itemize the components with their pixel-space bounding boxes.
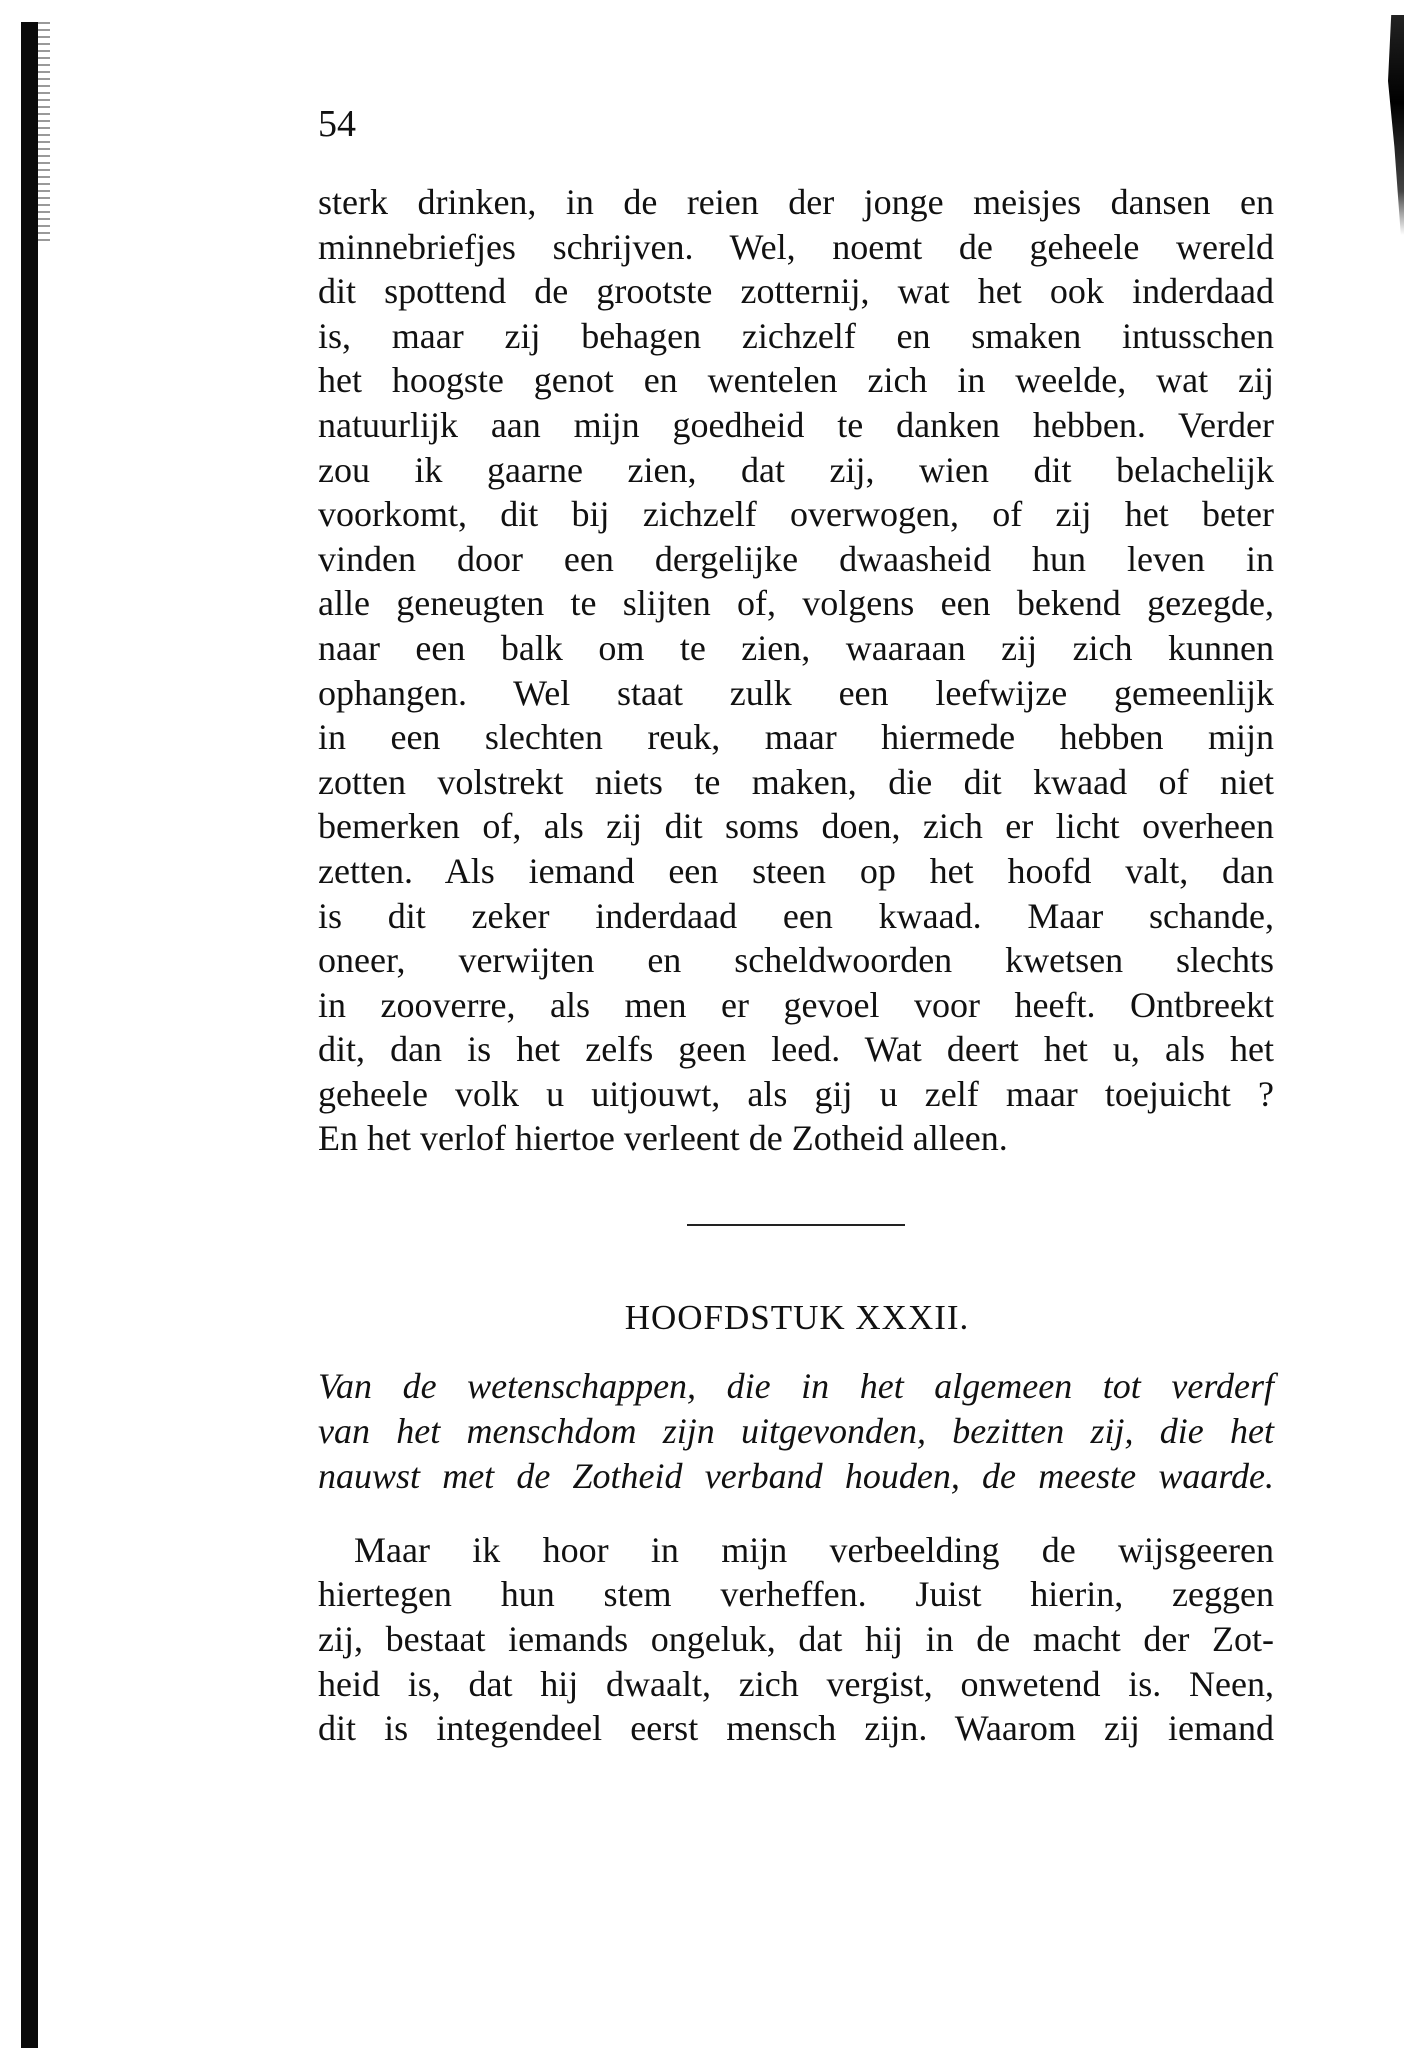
summary-line: van het menschdom zijn uitgevonden, bezitten zij, die het: [318, 1411, 1274, 1451]
paragraph-line: dit is integendeel eerst mensch zijn. Waarom zij iemand: [318, 1708, 1274, 1748]
paragraph-line: zij, bestaat iemands ongeluk, dat hij in de macht der Zot-: [318, 1619, 1274, 1659]
section-divider: [687, 1224, 905, 1226]
body-line: bemerken of, als zij dit soms doen, zich er licht overheen: [318, 806, 1274, 846]
body-line: het hoogste genot en wentelen zich in weelde, wat zij: [318, 360, 1274, 400]
body-line: dit, dan is het zelfs geen leed. Wat deert het u, als het: [318, 1029, 1274, 1069]
body-line: is, maar zij behagen zichzelf en smaken intusschen: [318, 316, 1274, 356]
body-line: ophangen. Wel staat zulk een leefwijze gemeenlijk: [318, 673, 1274, 713]
body-line: in een slechten reuk, maar hiermede hebben mijn: [318, 717, 1274, 757]
scan-right-edge-mark: [1388, 15, 1404, 235]
body-line: geheele volk u uitjouwt, als gij u zelf maar toejuicht ?: [318, 1074, 1274, 1114]
body-line: vinden door een dergelijke dwaasheid hun leven in: [318, 539, 1274, 579]
body-line: En het verlof hiertoe verleent de Zotheid alleen.: [318, 1118, 1008, 1158]
paragraph-line: heid is, dat hij dwaalt, zich vergist, onwetend is. Neen,: [318, 1664, 1274, 1704]
body-line: zetten. Als iemand een steen op het hoofd valt, dan: [318, 851, 1274, 891]
body-line: dit spottend de grootste zotternij, wat het ook inderdaad: [318, 271, 1274, 311]
body-line: oneer, verwijten en scheldwoorden kwetsen slechts: [318, 940, 1274, 980]
body-line: zou ik gaarne zien, dat zij, wien dit belachelijk: [318, 450, 1274, 490]
body-line: alle geneugten te slijten of, volgens een bekend gezegde,: [318, 583, 1274, 623]
body-line: naar een balk om te zien, waaraan zij zich kunnen: [318, 628, 1274, 668]
chapter-heading: HOOFDSTUK XXXII.: [624, 1298, 970, 1337]
paragraph-line: hiertegen hun stem verheffen. Juist hierin, zeggen: [318, 1574, 1274, 1614]
page-number: 54: [318, 103, 356, 145]
body-line: in zooverre, als men er gevoel voor heeft. Ontbreekt: [318, 985, 1274, 1025]
body-line: natuurlijk aan mijn goedheid te danken hebben. Verder: [318, 405, 1274, 445]
body-line: voorkomt, dit bij zichzelf overwogen, of zij het beter: [318, 494, 1274, 534]
body-line: minnebriefjes schrijven. Wel, noemt de geheele wereld: [318, 227, 1274, 267]
body-line: is dit zeker inderdaad een kwaad. Maar schande,: [318, 896, 1274, 936]
body-line: zotten volstrekt niets te maken, die dit kwaad of niet: [318, 762, 1274, 802]
summary-line: Van de wetenschappen, die in het algemeen tot verderf: [318, 1366, 1274, 1406]
scan-left-edge-shadow: [21, 22, 38, 2048]
body-line: sterk drinken, in de reien der jonge meisjes dansen en: [318, 182, 1274, 222]
scan-speckle: [38, 22, 50, 242]
paragraph-line: Maar ik hoor in mijn verbeelding de wijsgeeren: [354, 1530, 1274, 1570]
summary-line: nauwst met de Zotheid verband houden, de meeste waarde.: [318, 1456, 1274, 1496]
